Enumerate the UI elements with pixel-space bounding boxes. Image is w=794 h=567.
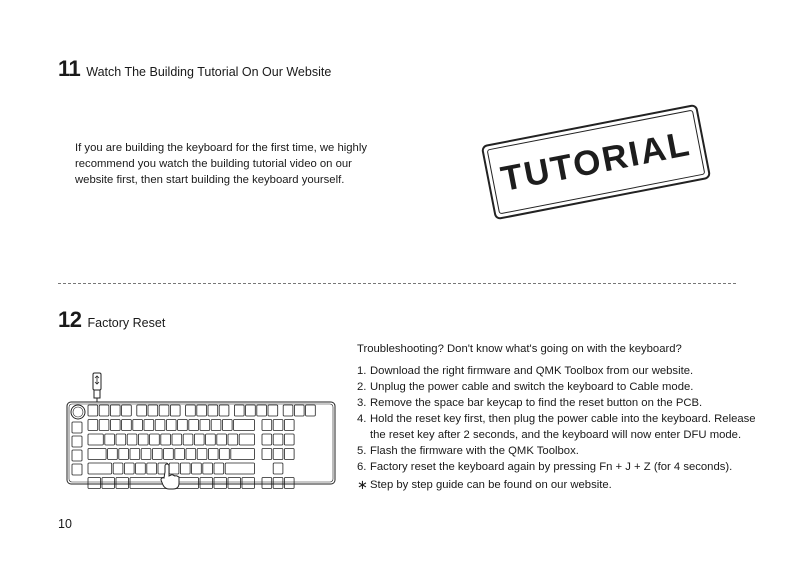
keycap — [88, 405, 98, 416]
step-number: 6. — [357, 461, 367, 473]
step-number: 2. — [357, 381, 367, 393]
keycap — [72, 436, 82, 447]
keycap — [186, 449, 196, 460]
keycap — [284, 478, 294, 489]
keycap — [273, 434, 283, 445]
factory-reset-instructions — [357, 341, 757, 493]
keycap — [155, 420, 165, 431]
keycap — [284, 420, 294, 431]
keycap — [273, 478, 283, 489]
pointing-hand-icon — [161, 464, 179, 489]
keycap — [197, 449, 207, 460]
keycap — [239, 434, 254, 445]
keycap — [147, 463, 157, 474]
keycap — [170, 405, 180, 416]
section-11-heading — [58, 56, 331, 82]
keycap — [283, 405, 293, 416]
keycap — [268, 405, 278, 416]
keycap — [306, 405, 316, 416]
keycap — [262, 434, 272, 445]
keycap — [127, 434, 137, 445]
keycap — [242, 478, 255, 489]
keycap — [137, 405, 147, 416]
keyboard-illustration — [66, 370, 346, 497]
keycap — [72, 450, 82, 461]
keycap — [234, 405, 244, 416]
step-text: Unplug the power cable and switch the keyboard to Cable mode. — [370, 381, 694, 393]
keycap — [99, 420, 109, 431]
keycap — [99, 405, 109, 416]
keycap — [273, 463, 283, 474]
keycap — [110, 405, 120, 416]
keycap — [102, 478, 115, 489]
keycap — [234, 420, 255, 431]
keycap — [228, 478, 241, 489]
keycap — [164, 449, 174, 460]
section-12-title: Factory Reset — [87, 316, 166, 330]
keycap — [273, 449, 283, 460]
keycap — [108, 449, 118, 460]
step-number: 1. — [357, 365, 367, 377]
paragraph-line: website first, then start building the keyboard yourself. — [75, 174, 345, 186]
section-12-number: 12 — [58, 307, 82, 332]
step-number: 3. — [357, 397, 367, 409]
keycap — [161, 434, 171, 445]
keycap — [200, 478, 213, 489]
keycap — [172, 434, 182, 445]
keycap — [148, 405, 158, 416]
stamp-text: TUTORIAL — [497, 124, 694, 199]
keycap — [136, 463, 146, 474]
troubleshooting-intro: Troubleshooting? Don't know what's going on with the keyboard? — [357, 343, 682, 355]
keycap — [150, 434, 160, 445]
tutorial-stamp — [481, 104, 711, 221]
section-11-paragraph — [75, 140, 405, 188]
keycap — [262, 420, 272, 431]
keycap — [206, 434, 216, 445]
keycap — [119, 449, 129, 460]
keycap — [222, 420, 232, 431]
note-text: Step by step guide can be found on our website. — [370, 479, 612, 491]
usb-cable-icon — [93, 373, 101, 402]
keycap — [105, 434, 115, 445]
step-text: Factory reset the keyboard again by pressing Fn + J + Z (for 4 seconds). — [370, 461, 733, 473]
keyboard-icon — [67, 402, 335, 489]
keycap — [72, 464, 82, 475]
keycap — [122, 420, 132, 431]
keycap — [133, 420, 143, 431]
keycap — [166, 420, 176, 431]
keycap — [189, 420, 199, 431]
keycap — [225, 463, 254, 474]
paragraph-line: If you are building the keyboard for the first time, we highly — [75, 142, 367, 154]
step-item — [357, 395, 757, 411]
keycap — [197, 405, 207, 416]
keycap — [144, 420, 154, 431]
keycap — [116, 434, 126, 445]
keycap — [138, 434, 148, 445]
keycap — [231, 449, 255, 460]
keycap — [203, 463, 213, 474]
keycap — [178, 420, 188, 431]
step-item — [357, 411, 757, 443]
keycap — [257, 405, 267, 416]
keycap — [220, 449, 230, 460]
step-number: 4. — [357, 413, 367, 425]
website-note — [357, 477, 757, 493]
keycap — [124, 463, 134, 474]
keycap — [130, 449, 140, 460]
keycap — [116, 478, 129, 489]
keycap — [284, 434, 294, 445]
keycap — [284, 449, 294, 460]
keycap — [169, 463, 179, 474]
keycap — [262, 449, 272, 460]
keycap — [88, 420, 98, 431]
step-text: Remove the space bar keycap to find the reset button on the PCB. — [370, 397, 703, 409]
keycap — [186, 405, 196, 416]
keycap — [228, 434, 238, 445]
page-number: 10 — [58, 517, 72, 531]
step-item — [357, 363, 757, 379]
keycap — [211, 420, 221, 431]
keycap — [192, 463, 202, 474]
keycap — [110, 420, 120, 431]
section-11-title: Watch The Building Tutorial On Our Website — [86, 65, 332, 79]
keycap — [262, 478, 272, 489]
step-item — [357, 379, 757, 395]
keycap — [122, 405, 132, 416]
keycap — [214, 463, 224, 474]
keycap — [88, 434, 103, 445]
keycap — [294, 405, 304, 416]
keycap — [200, 420, 210, 431]
section-12-heading — [58, 307, 165, 333]
step-item — [357, 443, 757, 459]
step-item — [357, 459, 757, 475]
keycap — [113, 463, 123, 474]
step-text: Flash the firmware with the QMK Toolbox. — [370, 445, 579, 457]
step-text: Download the right firmware and QMK Toolbox from our website. — [370, 365, 694, 377]
step-text: Hold the reset key first, then plug the power cable into the keyboard. Release the reset key after 2 seconds, and the keyboard will now enter DFU mode. — [370, 413, 756, 441]
keycap — [208, 405, 218, 416]
keycap — [88, 463, 112, 474]
keycap — [246, 405, 256, 416]
paragraph-line: recommend you watch the building tutorial video on our — [75, 158, 352, 170]
keycap — [88, 478, 101, 489]
keycap — [159, 405, 169, 416]
keycap — [214, 478, 227, 489]
keycap — [194, 434, 204, 445]
section-divider — [58, 283, 736, 284]
keycap — [219, 405, 229, 416]
step-number: 5. — [357, 445, 367, 457]
keycap — [273, 420, 283, 431]
keycap — [72, 422, 82, 433]
keycap — [217, 434, 227, 445]
keycap — [208, 449, 218, 460]
note-asterisk: ∗ — [357, 477, 368, 492]
steps-list — [357, 363, 757, 475]
keycap — [175, 449, 185, 460]
section-11-number: 11 — [58, 56, 81, 81]
keycap — [152, 449, 162, 460]
keycap — [180, 463, 190, 474]
keycap — [88, 449, 106, 460]
keycap — [141, 449, 151, 460]
keycap — [183, 434, 193, 445]
